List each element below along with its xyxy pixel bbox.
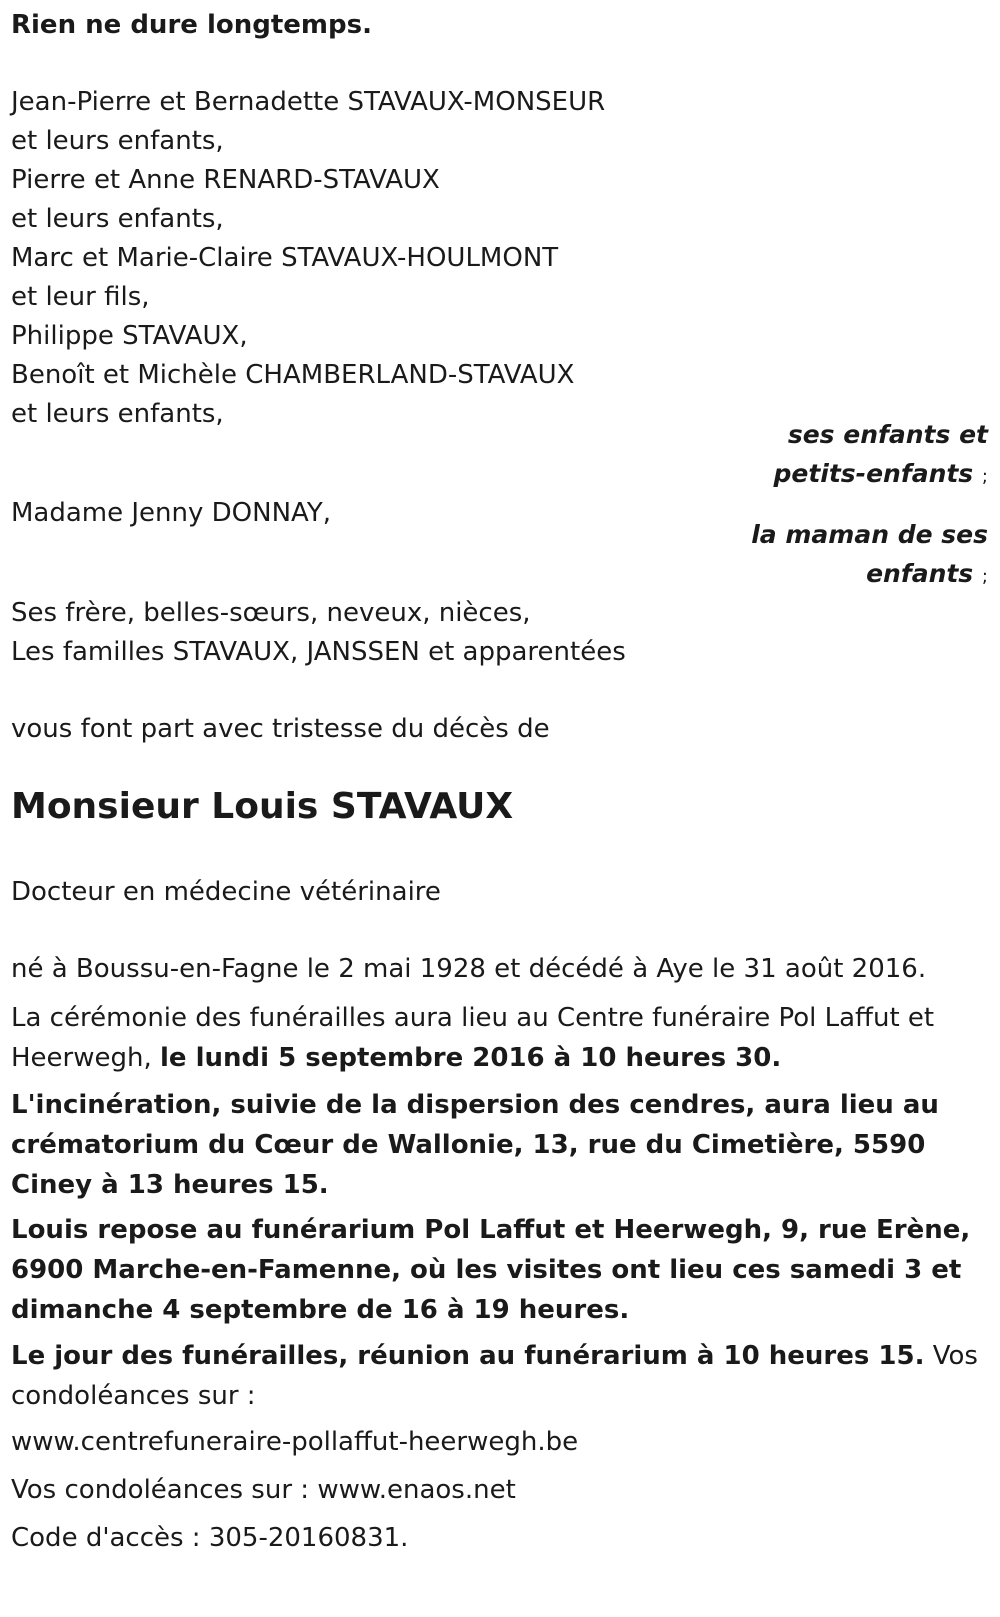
role-children-line1: ses enfants et (787, 420, 988, 449)
reunion-paragraph (11, 1336, 986, 1416)
role-mother-text: enfants (866, 559, 974, 588)
family-line: et leur fils, (11, 282, 150, 312)
others-line-2: Les familles STAVAUX, JANSSEN et apparentées (11, 637, 626, 667)
deceased-name: Monsieur Louis STAVAUX (11, 786, 514, 827)
others-line-1: Ses frère, belles-sœurs, neveux, nièces, (11, 598, 531, 628)
profession: Docteur en médecine vétérinaire (11, 877, 441, 907)
role-mother-line1: la maman de ses (751, 520, 988, 549)
website-link[interactable]: www.centrefuneraire-pollaffut-heerwegh.be (11, 1427, 579, 1457)
family-line: Pierre et Anne RENARD-STAVAUX (11, 165, 440, 195)
reunion-text: Le jour des funérailles, réunion au funérarium à 10 heures 15. (11, 1341, 925, 1371)
family-line: Benoît et Michèle CHAMBERLAND-STAVAUX (11, 360, 575, 390)
role-children-sep: ; (981, 466, 988, 487)
ceremony-text: La cérémonie des funérailles aura lieu au Centre funéraire Pol Laffut et Heerwegh, (11, 1003, 935, 1073)
access-code: Code d'accès : 305-20160831. (11, 1523, 409, 1553)
role-children-text: petits-enfants (773, 459, 974, 488)
family-line: et leurs enfants, (11, 204, 224, 234)
condolences-label: Vos condoléances sur : (11, 1341, 978, 1411)
heading: Rien ne dure longtemps. (11, 10, 372, 40)
birth-death: né à Boussu-en-Fagne le 2 mai 1928 et décédé à Aye le 31 août 2016. (11, 954, 927, 984)
role-mother-line2 (866, 557, 988, 594)
family-line: Philippe STAVAUX, (11, 321, 248, 351)
role-children-line2 (773, 457, 988, 494)
family-line: Jean-Pierre et Bernadette STAVAUX-MONSEUR (11, 87, 606, 117)
ceremony-date: le lundi 5 septembre 2016 à 10 heures 30. (160, 1043, 782, 1073)
family-line: et leurs enfants, (11, 399, 224, 429)
ceremony-paragraph (11, 998, 986, 1078)
role-mother-sep: ; (981, 566, 988, 587)
incineration-paragraph: L'incinération, suivie de la dispersion des cendres, aura lieu au crématorium du Cœur de Wallonie, 13, rue du Cimetière, 5590 Ciney à 13 heures 15. (11, 1090, 939, 1200)
family-line: Marc et Marie-Claire STAVAUX-HOULMONT (11, 243, 559, 273)
announce-line: vous font part avec tristesse du décès de (11, 714, 550, 744)
family-line: et leurs enfants, (11, 126, 224, 156)
madame-line: Madame Jenny DONNAY, (11, 498, 331, 528)
repose-paragraph: Louis repose au funérarium Pol Laffut et Heerwegh, 9, rue Erène, 6900 Marche-en-Famenne, où les visites ont lieu ces samedi 3 et dimanche 4 septembre de 16 à 19 heures. (11, 1215, 971, 1325)
condolences-link[interactable]: Vos condoléances sur : www.enaos.net (11, 1475, 516, 1505)
